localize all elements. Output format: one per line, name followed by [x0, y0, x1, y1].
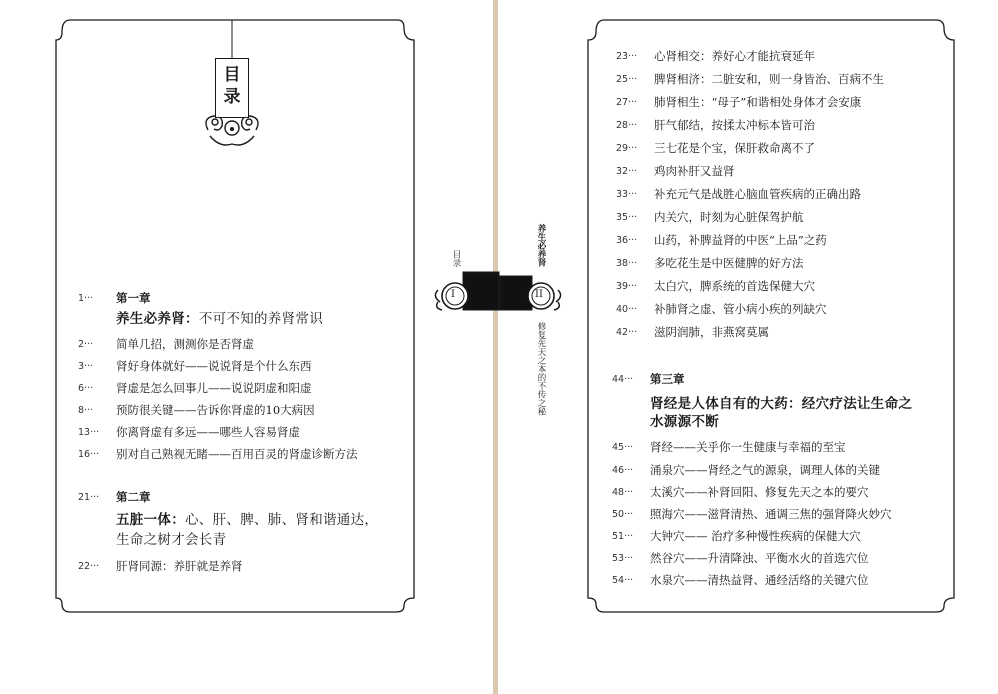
toc-title [215, 58, 249, 118]
running-head-left-roman: I [451, 289, 455, 300]
chapter1-heading [116, 309, 323, 329]
chapter2-number: 第二章 [116, 490, 151, 504]
toc-title-text: 目录 [223, 65, 241, 107]
chapter1-page: 1··· [78, 293, 94, 304]
chapter2-heading [116, 510, 378, 530]
running-head-right-title: 养生必养肾 [536, 224, 546, 267]
running-head-right-subtitle: 修复先天之本的不传之秘 [536, 322, 546, 416]
chapter2-heading-bold: 五脏一体： [116, 512, 185, 528]
chapter3-number: 第三章 [650, 372, 685, 386]
chapter3-heading-line2: 水源源不断 [650, 414, 719, 430]
chapter2-heading-rest: 心、肝、脾、肺、肾和谐通达， [185, 512, 379, 528]
chapter3-page: 44··· [612, 374, 634, 385]
chapter1-heading-bold: 养生必养肾： [116, 311, 199, 327]
running-head-right-roman: II [535, 289, 543, 300]
chapter3-heading: 肾经是人体自有的大药：经穴疗法让生命之 [650, 396, 913, 412]
chapter2-heading-line2: 生命之树才会长青 [116, 532, 227, 548]
chapter2-page: 21··· [78, 492, 100, 503]
running-head-left-label: 目录 [451, 250, 461, 267]
chapter1-heading-rest: 不可不知的养肾常识 [198, 311, 324, 327]
chapter1-number: 第一章 [116, 291, 151, 305]
